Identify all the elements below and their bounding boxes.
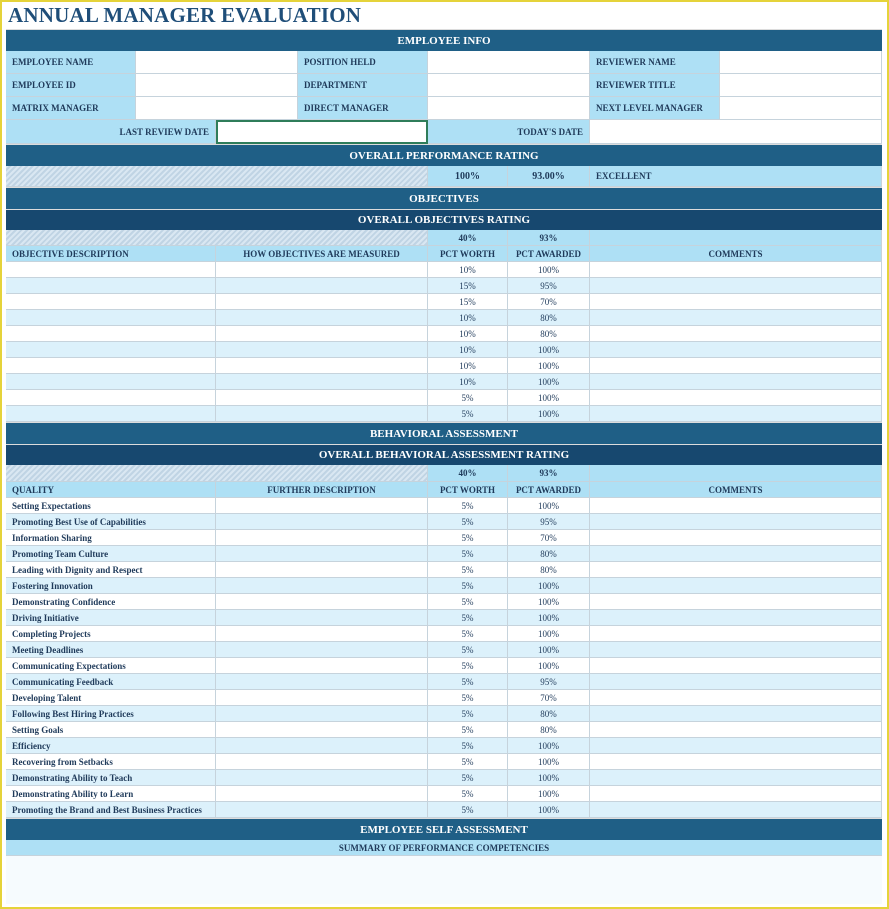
behavioral-pct-worth[interactable]: 5% xyxy=(428,674,508,690)
behavioral-totals-row xyxy=(6,465,882,482)
objectives-totals-blank xyxy=(590,230,882,246)
behavioral-comments-field[interactable] xyxy=(590,706,882,722)
employee-info-header-label: EMPLOYEE INFO xyxy=(397,34,491,47)
behavioral-comments-field[interactable] xyxy=(590,770,882,786)
objectives-totals-row xyxy=(6,230,882,246)
objective-row xyxy=(6,358,882,374)
objective-description-field[interactable] xyxy=(6,310,216,326)
quality-label: Promoting Best Use of Capabilities xyxy=(6,514,216,530)
objective-pct-awarded[interactable]: 100% xyxy=(508,374,590,390)
overall-rating-text: EXCELLENT xyxy=(590,166,882,187)
quality-label: Promoting Team Culture xyxy=(6,546,216,562)
behavioral-totals-blank xyxy=(590,465,882,482)
objective-comments-field[interactable] xyxy=(590,278,882,294)
behavioral-pct-awarded[interactable]: 100% xyxy=(508,770,590,786)
objective-pct-worth[interactable]: 10% xyxy=(428,310,508,326)
objective-pct-worth[interactable]: 15% xyxy=(428,278,508,294)
hatched-spacer xyxy=(6,465,428,482)
objective-row xyxy=(6,326,882,342)
behavioral-comments-field[interactable] xyxy=(590,738,882,754)
objective-description-field[interactable] xyxy=(6,374,216,390)
quality-label: Meeting Deadlines xyxy=(6,642,216,658)
info-label: NEXT LEVEL MANAGER xyxy=(590,97,720,120)
col-comments: COMMENTS xyxy=(590,482,882,498)
behavioral-row xyxy=(6,594,882,610)
info-field[interactable] xyxy=(720,51,882,74)
objective-row xyxy=(6,374,882,390)
further-description-field[interactable] xyxy=(216,594,428,610)
overall-performance-row xyxy=(6,166,882,187)
self-assessment-subheader-label: SUMMARY OF PERFORMANCE COMPETENCIES xyxy=(338,842,550,853)
objective-description-field[interactable] xyxy=(6,262,216,278)
info-field[interactable] xyxy=(428,74,590,97)
behavioral-comments-field[interactable] xyxy=(590,786,882,802)
further-description-field[interactable] xyxy=(216,578,428,594)
behavioral-pct-awarded[interactable]: 100% xyxy=(508,786,590,802)
behavioral-row xyxy=(6,754,882,770)
behavioral-comments-field[interactable] xyxy=(590,690,882,706)
objective-pct-awarded[interactable]: 95% xyxy=(508,278,590,294)
employee-info-row xyxy=(6,74,882,97)
objective-description-field[interactable] xyxy=(6,278,216,294)
info-label: DEPARTMENT xyxy=(298,74,428,97)
objectives-total-awarded: 93% xyxy=(508,230,590,246)
behavioral-pct-awarded[interactable]: 100% xyxy=(508,626,590,642)
hatched-spacer xyxy=(6,230,428,246)
behavioral-row xyxy=(6,786,882,802)
objective-pct-awarded[interactable]: 100% xyxy=(508,262,590,278)
behavioral-pct-awarded[interactable]: 100% xyxy=(508,610,590,626)
todays-date-field[interactable] xyxy=(590,120,882,144)
behavioral-pct-worth[interactable]: 5% xyxy=(428,610,508,626)
objective-pct-awarded[interactable]: 70% xyxy=(508,294,590,310)
info-label: EMPLOYEE NAME xyxy=(6,51,136,74)
further-description-field[interactable] xyxy=(216,722,428,738)
behavioral-pct-awarded[interactable]: 80% xyxy=(508,706,590,722)
behavioral-pct-awarded[interactable]: 100% xyxy=(508,642,590,658)
behavioral-row xyxy=(6,802,882,818)
overall-worth: 100% xyxy=(428,166,508,187)
objectives-column-headers xyxy=(6,246,882,262)
behavioral-pct-worth[interactable]: 5% xyxy=(428,658,508,674)
behavioral-row xyxy=(6,562,882,578)
objectives-total-worth: 40% xyxy=(428,230,508,246)
behavioral-comments-field[interactable] xyxy=(590,626,882,642)
objective-description-field[interactable] xyxy=(6,390,216,406)
further-description-field[interactable] xyxy=(216,674,428,690)
behavioral-pct-worth[interactable]: 5% xyxy=(428,690,508,706)
objective-pct-awarded[interactable]: 80% xyxy=(508,310,590,326)
quality-label: Leading with Dignity and Respect xyxy=(6,562,216,578)
objective-pct-worth[interactable]: 10% xyxy=(428,374,508,390)
further-description-field[interactable] xyxy=(216,498,428,514)
quality-label: Communicating Feedback xyxy=(6,674,216,690)
col-objective-description: OBJECTIVE DESCRIPTION xyxy=(6,246,216,262)
behavioral-comments-field[interactable] xyxy=(590,658,882,674)
objective-comments-field[interactable] xyxy=(590,342,882,358)
review-dates-row xyxy=(6,120,882,144)
objective-description-field[interactable] xyxy=(6,406,216,422)
further-description-field[interactable] xyxy=(216,562,428,578)
objective-comments-field[interactable] xyxy=(590,262,882,278)
self-assessment-header-label: EMPLOYEE SELF ASSESSMENT xyxy=(360,823,528,836)
objective-measure-field[interactable] xyxy=(216,262,428,278)
quality-label: Demonstrating Ability to Teach xyxy=(6,770,216,786)
employee-info-row xyxy=(6,51,882,74)
behavioral-pct-awarded[interactable]: 100% xyxy=(508,594,590,610)
behavioral-pct-awarded[interactable]: 100% xyxy=(508,802,590,818)
col-comments: COMMENTS xyxy=(590,246,882,262)
behavioral-row xyxy=(6,658,882,674)
behavioral-row xyxy=(6,626,882,642)
behavioral-row xyxy=(6,770,882,786)
objective-pct-worth[interactable]: 10% xyxy=(428,326,508,342)
behavioral-pct-awarded[interactable]: 95% xyxy=(508,514,590,530)
behavioral-pct-worth[interactable]: 5% xyxy=(428,514,508,530)
objective-measure-field[interactable] xyxy=(216,390,428,406)
objective-row xyxy=(6,262,882,278)
behavioral-pct-worth[interactable]: 5% xyxy=(428,770,508,786)
behavioral-pct-awarded[interactable]: 100% xyxy=(508,738,590,754)
behavioral-row xyxy=(6,674,882,690)
objective-measure-field[interactable] xyxy=(216,342,428,358)
behavioral-pct-awarded[interactable]: 70% xyxy=(508,690,590,706)
quality-label: Completing Projects xyxy=(6,626,216,642)
objective-comments-field[interactable] xyxy=(590,358,882,374)
quality-label: Promoting the Brand and Best Business Practices xyxy=(6,802,216,818)
info-label: MATRIX MANAGER xyxy=(6,97,136,120)
info-field[interactable] xyxy=(428,51,590,74)
behavioral-comments-field[interactable] xyxy=(590,722,882,738)
behavioral-pct-worth[interactable]: 5% xyxy=(428,722,508,738)
quality-label: Setting Expectations xyxy=(6,498,216,514)
quality-label: Setting Goals xyxy=(6,722,216,738)
behavioral-pct-awarded[interactable]: 100% xyxy=(508,578,590,594)
hatched-spacer xyxy=(6,166,428,187)
info-field[interactable] xyxy=(428,97,590,120)
objective-pct-awarded[interactable]: 100% xyxy=(508,406,590,422)
behavioral-pct-worth[interactable]: 5% xyxy=(428,546,508,562)
objective-measure-field[interactable] xyxy=(216,358,428,374)
evaluation-sheet xyxy=(6,29,882,905)
behavioral-pct-worth[interactable]: 5% xyxy=(428,738,508,754)
behavioral-rating-header xyxy=(6,444,882,465)
behavioral-row xyxy=(6,706,882,722)
employee-info-header xyxy=(6,29,882,51)
behavioral-row xyxy=(6,546,882,562)
employee-info-row xyxy=(6,97,882,120)
objective-pct-awarded[interactable]: 100% xyxy=(508,358,590,374)
info-label: REVIEWER TITLE xyxy=(590,74,720,97)
objective-description-field[interactable] xyxy=(6,358,216,374)
self-assessment-subheader xyxy=(6,840,882,856)
objective-measure-field[interactable] xyxy=(216,406,428,422)
behavioral-rating-label: OVERALL BEHAVIORAL ASSESSMENT RATING xyxy=(318,449,570,461)
objective-row xyxy=(6,342,882,358)
info-label: REVIEWER NAME xyxy=(590,51,720,74)
col-how-measured: HOW OBJECTIVES ARE MEASURED xyxy=(216,246,428,262)
behavioral-row xyxy=(6,690,882,706)
behavioral-pct-worth[interactable]: 5% xyxy=(428,642,508,658)
objectives-rating-label: OVERALL OBJECTIVES RATING xyxy=(357,214,531,226)
behavioral-comments-field[interactable] xyxy=(590,594,882,610)
behavioral-pct-worth[interactable]: 5% xyxy=(428,578,508,594)
behavioral-comments-field[interactable] xyxy=(590,610,882,626)
info-field[interactable] xyxy=(136,97,298,120)
objective-row xyxy=(6,278,882,294)
behavioral-comments-field[interactable] xyxy=(590,674,882,690)
behavioral-pct-awarded[interactable]: 80% xyxy=(508,546,590,562)
self-assessment-header xyxy=(6,818,882,840)
behavioral-pct-awarded[interactable]: 95% xyxy=(508,674,590,690)
page-title: ANNUAL MANAGER EVALUATION xyxy=(8,3,362,27)
behavioral-pct-awarded[interactable]: 80% xyxy=(508,562,590,578)
behavioral-pct-worth[interactable]: 5% xyxy=(428,562,508,578)
quality-label: Developing Talent xyxy=(6,690,216,706)
behavioral-pct-worth[interactable]: 5% xyxy=(428,706,508,722)
last-review-date-label: LAST REVIEW DATE xyxy=(6,120,216,144)
objective-row xyxy=(6,294,882,310)
objective-pct-worth[interactable]: 5% xyxy=(428,390,508,406)
behavioral-comments-field[interactable] xyxy=(590,514,882,530)
behavioral-pct-worth[interactable]: 5% xyxy=(428,594,508,610)
behavioral-row xyxy=(6,498,882,514)
further-description-field[interactable] xyxy=(216,546,428,562)
objective-measure-field[interactable] xyxy=(216,294,428,310)
further-description-field[interactable] xyxy=(216,706,428,722)
quality-label: Communicating Expectations xyxy=(6,658,216,674)
objective-comments-field[interactable] xyxy=(590,294,882,310)
info-field[interactable] xyxy=(720,74,882,97)
info-field[interactable] xyxy=(136,74,298,97)
further-description-field[interactable] xyxy=(216,770,428,786)
behavioral-pct-worth[interactable]: 5% xyxy=(428,626,508,642)
objective-description-field[interactable] xyxy=(6,342,216,358)
objective-description-field[interactable] xyxy=(6,294,216,310)
col-further-description: FURTHER DESCRIPTION xyxy=(216,482,428,498)
behavioral-total-awarded: 93% xyxy=(508,465,590,482)
quality-label: Following Best Hiring Practices xyxy=(6,706,216,722)
behavioral-comments-field[interactable] xyxy=(590,578,882,594)
objectives-section-header xyxy=(6,187,882,209)
objective-pct-worth[interactable]: 15% xyxy=(428,294,508,310)
behavioral-pct-worth[interactable]: 5% xyxy=(428,802,508,818)
info-field[interactable] xyxy=(136,51,298,74)
behavioral-row xyxy=(6,578,882,594)
behavioral-comments-field[interactable] xyxy=(590,530,882,546)
further-description-field[interactable] xyxy=(216,690,428,706)
quality-label: Demonstrating Ability to Learn xyxy=(6,786,216,802)
behavioral-comments-field[interactable] xyxy=(590,802,882,818)
overall-performance-header-label: OVERALL PERFORMANCE RATING xyxy=(349,149,539,162)
self-assessment-text-area[interactable] xyxy=(6,856,882,904)
objective-comments-field[interactable] xyxy=(590,310,882,326)
further-description-field[interactable] xyxy=(216,754,428,770)
info-field[interactable] xyxy=(720,97,882,120)
further-description-field[interactable] xyxy=(216,514,428,530)
objective-pct-awarded[interactable]: 80% xyxy=(508,326,590,342)
further-description-field[interactable] xyxy=(216,786,428,802)
quality-label: Demonstrating Confidence xyxy=(6,594,216,610)
objectives-rating-header xyxy=(6,209,882,230)
objective-measure-field[interactable] xyxy=(216,310,428,326)
behavioral-pct-worth[interactable]: 5% xyxy=(428,530,508,546)
further-description-field[interactable] xyxy=(216,802,428,818)
objective-pct-worth[interactable]: 10% xyxy=(428,358,508,374)
behavioral-pct-worth[interactable]: 5% xyxy=(428,498,508,514)
behavioral-row xyxy=(6,530,882,546)
info-label: POSITION HELD xyxy=(298,51,428,74)
col-pct-awarded: PCT AWARDED xyxy=(508,482,590,498)
objective-row xyxy=(6,406,882,422)
col-quality: QUALITY xyxy=(6,482,216,498)
overall-awarded: 93.00% xyxy=(508,166,590,187)
objective-measure-field[interactable] xyxy=(216,278,428,294)
col-pct-awarded: PCT AWARDED xyxy=(508,246,590,262)
objective-row xyxy=(6,310,882,326)
further-description-field[interactable] xyxy=(216,530,428,546)
further-description-field[interactable] xyxy=(216,642,428,658)
behavioral-row xyxy=(6,610,882,626)
further-description-field[interactable] xyxy=(216,738,428,754)
objective-pct-worth[interactable]: 10% xyxy=(428,342,508,358)
objective-comments-field[interactable] xyxy=(590,406,882,422)
last-review-date-field[interactable] xyxy=(216,120,428,144)
col-pct-worth: PCT WORTH xyxy=(428,482,508,498)
objective-pct-worth[interactable]: 10% xyxy=(428,262,508,278)
info-label: EMPLOYEE ID xyxy=(6,74,136,97)
behavioral-column-headers xyxy=(6,482,882,498)
quality-label: Fostering Innovation xyxy=(6,578,216,594)
behavioral-pct-awarded[interactable]: 80% xyxy=(508,722,590,738)
behavioral-section-header xyxy=(6,422,882,444)
further-description-field[interactable] xyxy=(216,610,428,626)
behavioral-comments-field[interactable] xyxy=(590,546,882,562)
quality-label: Recovering from Setbacks xyxy=(6,754,216,770)
objective-measure-field[interactable] xyxy=(216,326,428,342)
objectives-section-label: OBJECTIVES xyxy=(409,192,479,205)
behavioral-pct-worth[interactable]: 5% xyxy=(428,754,508,770)
objective-row xyxy=(6,390,882,406)
behavioral-row xyxy=(6,642,882,658)
quality-label: Driving Initiative xyxy=(6,610,216,626)
behavioral-pct-worth[interactable]: 5% xyxy=(428,786,508,802)
overall-performance-header xyxy=(6,144,882,166)
quality-label: Information Sharing xyxy=(6,530,216,546)
further-description-field[interactable] xyxy=(216,658,428,674)
objective-pct-worth[interactable]: 5% xyxy=(428,406,508,422)
objective-pct-awarded[interactable]: 100% xyxy=(508,342,590,358)
objective-comments-field[interactable] xyxy=(590,390,882,406)
col-pct-worth: PCT WORTH xyxy=(428,246,508,262)
behavioral-row xyxy=(6,738,882,754)
behavioral-total-worth: 40% xyxy=(428,465,508,482)
quality-label: Efficiency xyxy=(6,738,216,754)
behavioral-pct-awarded[interactable]: 70% xyxy=(508,530,590,546)
objective-comments-field[interactable] xyxy=(590,374,882,390)
behavioral-pct-awarded[interactable]: 100% xyxy=(508,754,590,770)
objective-measure-field[interactable] xyxy=(216,374,428,390)
todays-date-label: TODAY'S DATE xyxy=(428,120,590,144)
objective-pct-awarded[interactable]: 100% xyxy=(508,390,590,406)
behavioral-comments-field[interactable] xyxy=(590,754,882,770)
behavioral-pct-awarded[interactable]: 100% xyxy=(508,658,590,674)
behavioral-comments-field[interactable] xyxy=(590,498,882,514)
objective-description-field[interactable] xyxy=(6,326,216,342)
behavioral-comments-field[interactable] xyxy=(590,642,882,658)
behavioral-comments-field[interactable] xyxy=(590,562,882,578)
behavioral-row xyxy=(6,722,882,738)
behavioral-pct-awarded[interactable]: 100% xyxy=(508,498,590,514)
further-description-field[interactable] xyxy=(216,626,428,642)
info-label: DIRECT MANAGER xyxy=(298,97,428,120)
behavioral-section-label: BEHAVIORAL ASSESSMENT xyxy=(369,427,519,440)
behavioral-row xyxy=(6,514,882,530)
objective-comments-field[interactable] xyxy=(590,326,882,342)
